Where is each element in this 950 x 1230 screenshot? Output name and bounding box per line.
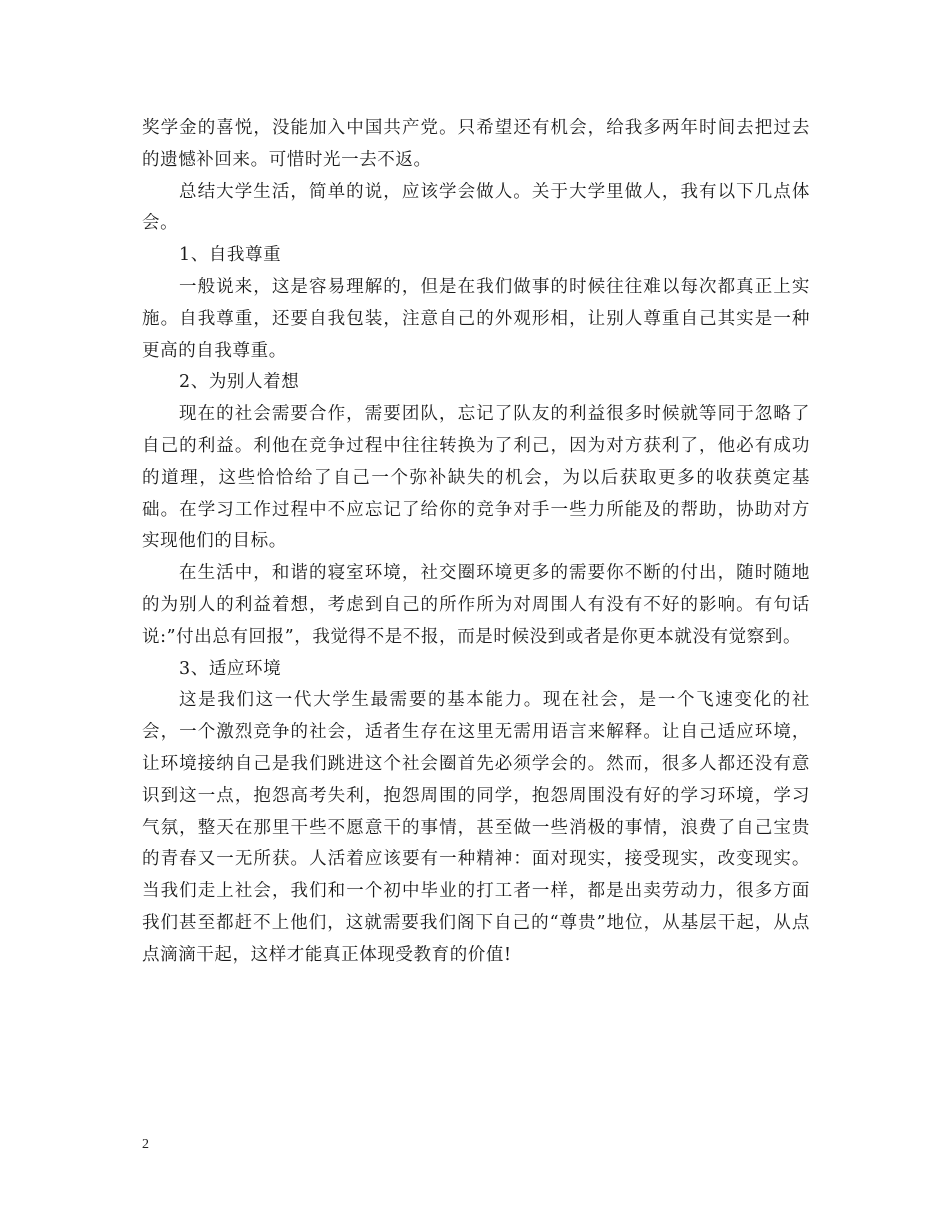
paragraph: 现在的社会需要合作，需要团队，忘记了队友的利益很多时候就等同于忽略了自己的利益。利他在竞争过程中往往转换为了利己，因为对方获利了，他必有成功的道理，这些恰恰给了自己一个弥补缺失的机会，为以后获取更多的收获奠定基础。在学习工作过程中不应忘记了给你的竞争对手一些力所能及的帮助，协助对方实现他们的目标。	[142, 404, 810, 552]
paragraph: 一般说来，这是容易理解的，但是在我们做事的时候往往难以每次都真正上实施。自我尊重，还要自我包装，注意自己的外观形相，让别人尊重自己其实是一种更高的自我尊重。	[142, 276, 810, 361]
section-heading: 3、适应环境	[179, 658, 282, 679]
section-heading: 1、自我尊重	[179, 245, 282, 266]
paragraph: 这是我们这一代大学生最需要的基本能力。现在社会，是一个飞速变化的社会，一个激烈竞争的社会，适者生存在这里无需用语言来解释。让自己适应环境，让环境接纳自己是我们跳进这个社会圈首先必须学会的。然而，很多人都还没有意识到这一点，抱怨高考失利，抱怨周围的同学，抱怨周围没有好的学习环境，学习气氛，整天在那里干些不愿意干的事情，甚至做一些消极的事情，浪费了自己宝贵的青春又一无所获。人活着应该要有一种精神：面对现实，接受现实，改变现实。当我们走上社会，我们和一个初中毕业的打工者一样，都是出卖劳动力，很多方面我们甚至都赶不上他们，这就需要我们阁下自己的“尊贵”地位，从基层干起，从点点滴滴干起，这样才能真正体现受教育的价值!	[142, 690, 810, 965]
paragraph: 总结大学生活，简单的说，应该学会做人。关于大学里做人，我有以下几点体会。	[142, 181, 810, 234]
section-heading: 2、为别人着想	[179, 372, 300, 393]
page-number: 2	[142, 1137, 149, 1152]
document-body	[142, 113, 810, 972]
paragraph: 奖学金的喜悦，没能加入中国共产党。只希望还有机会，给我多两年时间去把过去的遗憾补回来。可惜时光一去不返。	[142, 118, 810, 170]
paragraph: 在生活中，和谐的寝室环境，社交圈环境更多的需要你不断的付出，随时随地的为别人的利益着想，考虑到自己的所作所为对周围人有没有不好的影响。有句话说:”付出总有回报”，我觉得不是不报，而是时候没到或者是你更本就没有觉察到。	[142, 563, 810, 647]
